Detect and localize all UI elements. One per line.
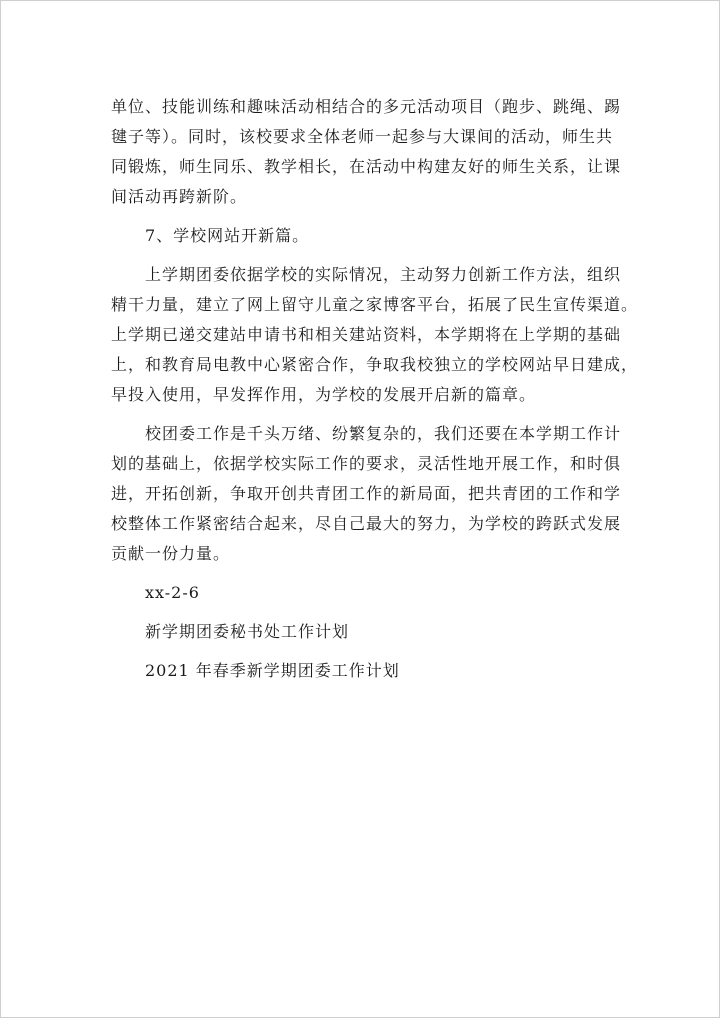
paragraph-conclusion	[111, 419, 622, 569]
text-line: 毽子等）。同时，该校要求全体老师一起参与大课间的活动，师生共	[111, 127, 614, 146]
text-line: 上学期团委依据学校的实际情况，主动努力创新工作方法，组织	[145, 265, 622, 284]
related-title-secretariat-plan: 新学期团委秘书处工作计划	[145, 622, 350, 641]
text-line: 划的基础上，依据学校实际工作的要求，灵活性地开展工作，和时俱	[111, 454, 622, 473]
paragraph-activities	[111, 92, 622, 212]
document-date: xx-2-6	[145, 583, 200, 602]
related-title-spring-plan: 2021 年春季新学期团委工作计划	[145, 661, 400, 680]
text-line: 单位、技能训练和趣味活动相结合的多元活动项目（跑步、跳绳、踢	[111, 97, 622, 116]
paragraph-website	[111, 260, 639, 410]
text-line: 上学期已递交建站申请书和相关建站资料，本学期将在上学期的基础	[111, 325, 622, 344]
document-body	[111, 92, 639, 686]
text-line: 校整体工作紧密结合起来，尽自己最大的努力，为学校的跨跃式发展	[111, 514, 622, 533]
text-line: 进，开拓创新，争取开创共青团工作的新局面，把共青团的工作和学	[111, 484, 622, 503]
text-line: 贡献一份力量。	[111, 544, 231, 563]
text-line: 同锻炼，师生同乐、教学相长，在活动中构建友好的师生关系，让课	[111, 157, 622, 176]
text-line: 精干力量，建立了网上留守儿童之家博客平台，拓展了民生宣传渠道。	[111, 295, 639, 314]
text-line: 早投入使用，早发挥作用，为学校的发展开启新的篇章。	[111, 385, 537, 404]
text-line: 上，和教育局电教中心紧密合作，争取我校独立的学校网站早日建成，	[111, 355, 639, 374]
text-line: 间活动再跨新阶。	[111, 187, 248, 206]
text-line: 校团委工作是千头万绪、纷繁复杂的，我们还要在本学期工作计	[145, 424, 622, 443]
section-heading-website: 7、学校网站开新篇。	[145, 226, 310, 245]
